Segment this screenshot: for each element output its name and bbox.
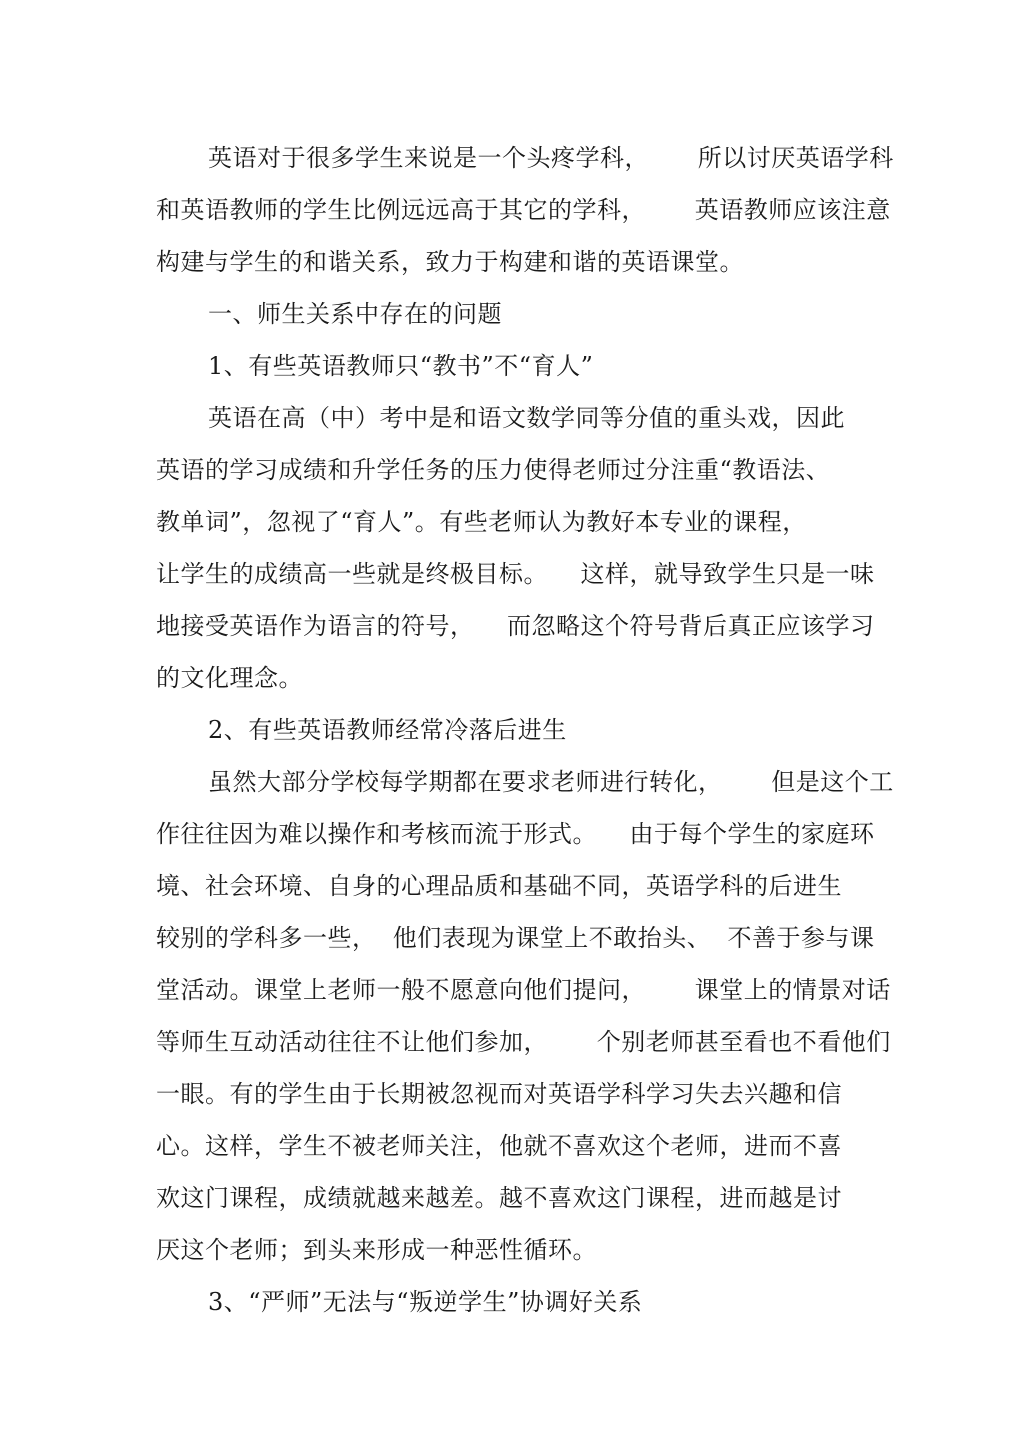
paragraph-3-line-7: 一眼。有的学生由于长期被忽视而对英语学科学习失去兴趣和信 [156,1080,842,1108]
paragraph-3-line-1: 虽然大部分学校每学期都在要求老师进行转化， 但是这个工 [208,768,894,796]
paragraph-3-line-3: 境、社会环境、自身的心理品质和基础不同，英语学科的后进生 [156,872,842,900]
subheading-1: 1、有些英语教师只“教书”不“育人” [208,352,594,380]
section-heading-1: 一、师生关系中存在的问题 [208,300,502,328]
paragraph-3-line-6: 等师生互动活动往往不让他们参加， 个别老师甚至看也不看他们 [156,1028,891,1056]
subheading-2: 2、有些英语教师经常冷落后进生 [208,716,567,744]
paragraph-2-line-2: 英语的学习成绩和升学任务的压力使得老师过分注重“教语法、 [156,456,831,484]
paragraph-3-line-5: 堂活动。课堂上老师一般不愿意向他们提问， 课堂上的情景对话 [156,976,891,1004]
paragraph-3-line-10: 厌这个老师；到头来形成一种恶性循环。 [156,1236,597,1264]
paragraph-3-line-9: 欢这门课程，成绩就越来越差。越不喜欢这门课程，进而越是讨 [156,1184,842,1212]
paragraph-2-line-6: 的文化理念。 [156,664,303,692]
paragraph-1-line-3: 构建与学生的和谐关系，致力于构建和谐的英语课堂。 [156,248,744,276]
paragraph-3-line-2: 作往往因为难以操作和考核而流于形式。 由于每个学生的家庭环 [156,820,875,848]
subheading-3: 3、“严师”无法与“叛逆学生”协调好关系 [208,1288,643,1316]
paragraph-3-line-4: 较别的学科多一些， 他们表现为课堂上不敢抬头、 不善于参与课 [156,924,875,952]
paragraph-3-line-8: 心。这样，学生不被老师关注，他就不喜欢这个老师，进而不喜 [156,1132,842,1160]
paragraph-2-line-3: 教单词”，忽视了“育人”。有些老师认为教好本专业的课程， [156,508,807,536]
paragraph-1-line-1: 英语对于很多学生来说是一个头疼学科， 所以讨厌英语学科 [208,144,894,172]
paragraph-2-line-4: 让学生的成绩高一些就是终极目标。 这样，就导致学生只是一味 [156,560,875,588]
paragraph-2-line-1: 英语在高（中）考中是和语文数学同等分值的重头戏，因此 [208,404,845,432]
paragraph-2-line-5: 地接受英语作为语言的符号， 而忽略这个符号背后真正应该学习 [156,612,875,640]
paragraph-1-line-2: 和英语教师的学生比例远远高于其它的学科， 英语教师应该注意 [156,196,891,224]
